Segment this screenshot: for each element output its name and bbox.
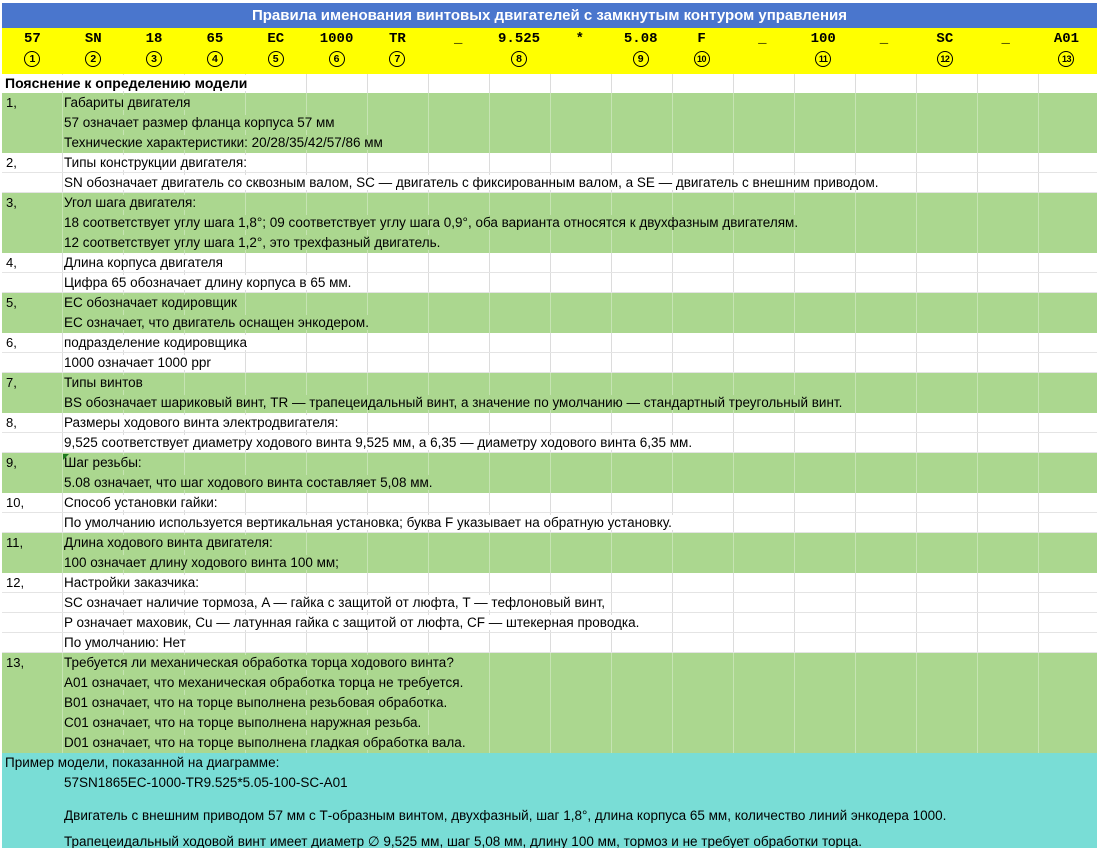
item-text-content: Шаг резьбы: xyxy=(64,455,146,470)
item-13-line-2 xyxy=(2,673,1097,693)
item-text-content: D01 означает, что на торце выполнена гладкая обработка вала. xyxy=(64,735,470,750)
item-text-content: 12 соответствует углу шага 1,2°, это трехфазный двигатель. xyxy=(64,235,444,250)
item-8-line-1 xyxy=(2,413,1097,433)
item-text-content: Типы винтов xyxy=(64,375,147,390)
item-number-empty xyxy=(2,553,62,573)
code-text: _ xyxy=(1001,31,1010,47)
example-model-code: 57SN1865EC-1000-TR9.525*5.05-100-SC-A01 xyxy=(64,775,348,790)
code-segment-16 xyxy=(914,28,975,74)
item-text xyxy=(62,533,1097,553)
item-number-13: 13, xyxy=(2,653,62,673)
item-7-line-2 xyxy=(2,393,1097,413)
code-segment-18 xyxy=(1036,28,1097,74)
item-text-content: 1000 означает 1000 ppr xyxy=(64,355,215,370)
item-number-empty xyxy=(2,113,62,133)
item-number-empty xyxy=(2,393,62,413)
item-text xyxy=(62,653,1097,673)
item-12-line-1 xyxy=(2,573,1097,593)
item-3-line-2 xyxy=(2,213,1097,233)
item-text-content: 5.08 означает, что шаг ходового винта составляет 5,08 мм. xyxy=(64,475,437,490)
item-3-line-1 xyxy=(2,193,1097,213)
code-text: F xyxy=(697,31,706,47)
code-text: _ xyxy=(454,31,463,47)
example-description-line-2: Трапецеидальный ходовой винт имеет диаметр ∅ 9,525 мм, шаг 5,08 мм, длину 100 мм, тормоз и не требует обработки торца. xyxy=(64,834,862,848)
item-text-content: Типы конструкции двигателя: xyxy=(64,155,251,170)
item-text xyxy=(62,133,1097,153)
item-1-line-3 xyxy=(2,133,1097,153)
item-text-content: A01 означает, что механическая обработка торца не требуется. xyxy=(64,675,467,690)
item-10-line-2 xyxy=(2,513,1097,533)
circled-number-10: 10 xyxy=(694,51,710,67)
spacer xyxy=(2,793,1097,806)
explanation-heading-row xyxy=(2,74,1097,93)
code-text: A01 xyxy=(1053,31,1080,47)
item-text xyxy=(62,173,1097,192)
item-13-line-1 xyxy=(2,653,1097,673)
code-segment-5 xyxy=(245,28,306,74)
item-11-line-2 xyxy=(2,553,1097,573)
code-text: 9.525 xyxy=(498,31,541,47)
circled-number-11: 11 xyxy=(815,51,831,67)
code-segment-15 xyxy=(854,28,915,74)
item-text xyxy=(62,493,1097,512)
code-segment-7 xyxy=(367,28,428,74)
code-segment-9 xyxy=(489,28,550,74)
item-4-line-1 xyxy=(2,253,1097,273)
item-number-empty xyxy=(2,433,62,452)
item-text-content: Требуется ли механическая обработка торца ходового винта? xyxy=(64,655,458,670)
item-text-content: Угол шага двигателя: xyxy=(64,195,200,210)
code-text: TR xyxy=(388,31,406,47)
item-text-content: B01 означает, что на торце выполнена резьбовая обработка. xyxy=(64,695,451,710)
item-text xyxy=(62,393,1097,413)
item-text xyxy=(62,733,1097,753)
item-number-empty xyxy=(2,673,62,693)
item-text xyxy=(62,433,1097,452)
code-text: SN xyxy=(84,31,102,47)
item-text-content: EC обозначает кодировщик xyxy=(64,295,241,310)
item-number-12: 12, xyxy=(2,573,62,592)
item-text-content: 9,525 соответствует диаметру ходового винта 9,525 мм, а 6,35 — диаметру ходового винта 6,35 мм. xyxy=(64,435,696,450)
code-segment-3 xyxy=(124,28,185,74)
item-text xyxy=(62,593,1097,612)
code-segment-4 xyxy=(184,28,245,74)
naming-rules-sheet xyxy=(2,3,1097,848)
circled-number-4: 4 xyxy=(207,51,223,67)
item-text-content: По умолчанию используется вертикальная установка; буква F указывает на обратную установку. xyxy=(64,515,676,530)
item-text-content: BS обозначает шариковый винт, TR — трапецеидальный винт, а значение по умолчанию — стандартный треугольный винт. xyxy=(64,395,846,410)
item-2-line-2 xyxy=(2,173,1097,193)
code-text: 100 xyxy=(810,31,836,47)
item-number-empty xyxy=(2,273,62,292)
code-segment-11 xyxy=(610,28,671,74)
circled-number-13: 13 xyxy=(1058,51,1074,67)
item-number-empty xyxy=(2,613,62,632)
item-number-empty xyxy=(2,713,62,733)
item-number-empty xyxy=(2,473,62,493)
code-text: 18 xyxy=(145,31,163,47)
item-text xyxy=(62,413,1097,432)
example-heading: Пример модели, показанной на диаграмме: xyxy=(5,755,280,770)
item-number-7: 7, xyxy=(2,373,62,393)
item-text xyxy=(62,153,1097,172)
item-text xyxy=(62,713,1097,733)
item-12-line-2 xyxy=(2,593,1097,613)
item-number-1: 1, xyxy=(2,93,62,113)
example-description-line-1: Двигатель с внешним приводом 57 мм с Т-образным винтом, двухфазный, шаг 1,8°, длина корпуса 65 мм, количество линий энкодера 1000. xyxy=(64,808,947,823)
item-text-content: C01 означает, что на торце выполнена наружная резьба. xyxy=(64,715,425,730)
item-8-line-2 xyxy=(2,433,1097,453)
explanation-items xyxy=(2,93,1097,753)
item-13-line-5 xyxy=(2,733,1097,753)
item-text-content: Настройки заказчика: xyxy=(64,575,203,590)
item-text xyxy=(62,473,1097,493)
item-text-content: Длина ходового винта двигателя: xyxy=(64,535,277,550)
item-text-content: SC означает наличие тормоза, A — гайка с защитой от люфта, T — тефлоновый винт, xyxy=(64,595,609,610)
item-number-empty xyxy=(2,733,62,753)
code-segment-10 xyxy=(549,28,610,74)
item-text xyxy=(62,333,1097,352)
code-text: _ xyxy=(758,31,767,47)
item-9-line-2 xyxy=(2,473,1097,493)
code-segment-1 xyxy=(2,28,63,74)
item-number-empty xyxy=(2,133,62,153)
item-number-empty xyxy=(2,353,62,372)
circled-number-12: 12 xyxy=(937,51,953,67)
item-text xyxy=(62,273,1097,292)
item-text xyxy=(62,113,1097,133)
item-number-empty xyxy=(2,213,62,233)
item-number-empty xyxy=(2,173,62,192)
page-title: Правила именования винтовых двигателей с замкнутым контуром управления xyxy=(2,3,1097,28)
item-text-content: Способ установки гайки: xyxy=(64,495,222,510)
item-number-6: 6, xyxy=(2,333,62,352)
item-number-9: 9, xyxy=(2,453,62,473)
code-text: SC xyxy=(936,31,954,47)
code-segment-14 xyxy=(793,28,854,74)
item-12-line-3 xyxy=(2,613,1097,633)
circled-number-2: 2 xyxy=(85,51,101,67)
item-13-line-3 xyxy=(2,693,1097,713)
item-text xyxy=(62,373,1097,393)
item-11-line-1 xyxy=(2,533,1097,553)
item-number-empty xyxy=(2,693,62,713)
item-text xyxy=(62,233,1097,253)
item-6-line-1 xyxy=(2,333,1097,353)
item-text-content: Габариты двигателя xyxy=(64,95,194,110)
item-5-line-2 xyxy=(2,313,1097,333)
code-text: _ xyxy=(879,31,889,47)
model-code-row xyxy=(2,28,1097,74)
item-text xyxy=(62,93,1097,113)
item-number-empty xyxy=(2,513,62,532)
item-text xyxy=(62,193,1097,213)
item-text xyxy=(62,693,1097,713)
item-text xyxy=(62,293,1097,313)
item-6-line-2 xyxy=(2,353,1097,373)
circled-number-6: 6 xyxy=(329,51,345,67)
item-5-line-1 xyxy=(2,293,1097,313)
item-4-line-2 xyxy=(2,273,1097,293)
circled-number-9: 9 xyxy=(633,51,649,67)
item-text-content: По умолчанию: Нет xyxy=(64,635,190,650)
item-text xyxy=(62,213,1097,233)
item-text-content: EC означает, что двигатель оснащен энкодером. xyxy=(64,315,373,330)
item-number-2: 2, xyxy=(2,153,62,172)
item-number-10: 10, xyxy=(2,493,62,512)
item-text xyxy=(62,353,1097,372)
item-text-content: P означает маховик, Cu — латунная гайка с защитой от люфта, CF — штекерная проводка. xyxy=(64,615,643,630)
circled-number-1: 1 xyxy=(24,51,40,67)
item-text xyxy=(62,633,1097,652)
item-number-empty xyxy=(2,233,62,253)
item-text-content: 100 означает длину ходового винта 100 мм; xyxy=(64,555,343,570)
item-text-content: Технические характеристики: 20/28/35/42/57/86 мм xyxy=(64,135,387,150)
item-text xyxy=(62,513,1097,532)
item-7-line-1 xyxy=(2,373,1097,393)
item-2-line-1 xyxy=(2,153,1097,173)
item-number-3: 3, xyxy=(2,193,62,213)
explanation-heading: Пояснение к определению модели xyxy=(2,75,251,91)
item-12-line-4 xyxy=(2,633,1097,653)
code-text: * xyxy=(575,31,585,47)
item-text xyxy=(62,313,1097,333)
item-number-empty xyxy=(2,593,62,612)
code-text: 65 xyxy=(206,31,224,47)
code-segment-2 xyxy=(63,28,124,74)
item-text xyxy=(62,453,1097,473)
circled-number-8: 8 xyxy=(511,51,527,67)
item-number-11: 11, xyxy=(2,533,62,553)
item-number-empty xyxy=(2,313,62,333)
item-number-5: 5, xyxy=(2,293,62,313)
code-segment-13 xyxy=(732,28,793,74)
code-text: 1000 xyxy=(319,31,354,47)
code-text: 5.08 xyxy=(623,31,658,47)
item-text-content: подразделение кодировщика xyxy=(64,335,251,350)
code-segment-17 xyxy=(975,28,1036,74)
item-number-empty xyxy=(2,633,62,652)
item-text xyxy=(62,573,1097,592)
item-text xyxy=(62,553,1097,573)
item-text-content: SN обозначает двигатель со сквозным валом, SC — двигатель с фиксированным валом, а SE — двигатель с внешним приводом. xyxy=(64,175,883,190)
item-13-line-4 xyxy=(2,713,1097,733)
item-text-content: 57 означает размер фланца корпуса 57 мм xyxy=(64,115,339,130)
item-text-content: Цифра 65 обозначает длину корпуса в 65 мм. xyxy=(64,275,355,290)
code-text: EC xyxy=(267,31,285,47)
code-segment-6 xyxy=(306,28,367,74)
item-text-content: 18 соответствует углу шага 1,8°; 09 соответствует углу шага 0,9°, оба варианта относятся к двухфазным двигателям. xyxy=(64,215,802,230)
item-9-line-1 xyxy=(2,453,1097,473)
item-3-line-3 xyxy=(2,233,1097,253)
circled-number-7: 7 xyxy=(389,51,405,67)
comment-marker-icon xyxy=(63,454,69,460)
item-number-4: 4, xyxy=(2,253,62,272)
item-1-line-1 xyxy=(2,93,1097,113)
item-number-8: 8, xyxy=(2,413,62,432)
item-text xyxy=(62,673,1097,693)
code-text: 57 xyxy=(24,31,41,47)
item-text-content: Длина корпуса двигателя xyxy=(64,255,227,270)
circled-number-3: 3 xyxy=(146,51,162,67)
example-section xyxy=(2,753,1097,848)
code-segment-12 xyxy=(671,28,732,74)
item-10-line-1 xyxy=(2,493,1097,513)
circled-number-5: 5 xyxy=(268,51,284,67)
item-text-content: Размеры ходового винта электродвигателя: xyxy=(64,415,342,430)
code-segment-8 xyxy=(428,28,489,74)
item-text xyxy=(62,613,1097,632)
item-1-line-2 xyxy=(2,113,1097,133)
item-text xyxy=(62,253,1097,272)
